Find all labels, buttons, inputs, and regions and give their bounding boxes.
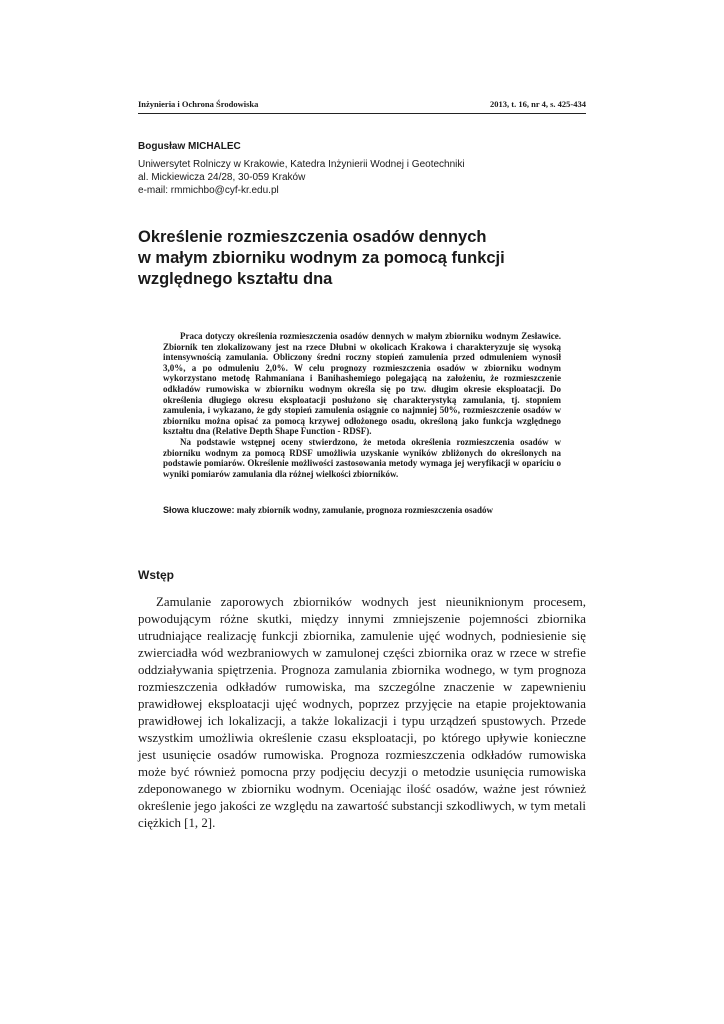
keywords-label: Słowa kluczowe: [163,505,235,515]
email-line: e-mail: rmmichbo@cyf-kr.edu.pl [138,185,279,196]
affiliation-line: Uniwersytet Rolniczy w Krakowie, Katedra Inżynierii Wodnej i Geotechniki [138,159,465,170]
running-header [138,99,586,114]
abstract [163,331,561,479]
title-line: w małym zbiorniku wodnym za pomocą funkcji [138,249,505,267]
keywords-text: mały zbiornik wodny, zamulanie, prognoza rozmieszczenia osadów [236,505,493,515]
paper-title [138,227,586,290]
title-line: Określenie rozmieszczenia osadów dennych [138,228,487,246]
body-paragraph: Zamulanie zaporowych zbiorników wodnych jest nieuniknionym procesem, powodującym różne skutki, między innymi zmniejszenie pojemności zbiornika utrudniające realizację funkcji zbiornika, zamulenie ujęć wodnych, podniesienie się zwierciadła wód wezbraniowych w zamulonej części zbiornika oraz w rzece w strefie oddziaływania spiętrzenia. Prognoza zamulania zbiornika wodnego, w tym prognoza rozmieszczenia odkładów rumowiska, ma szczególne znaczenie w zapewnieniu prawidłowej eksploatacji ujęć wodnych, poprzez przyjęcie na etapie projektowania prawidłowej ich lokalizacji, a także lokalizacji i typu urządzeń spustowych. Przede wszystkim umożliwia określenie czasu eksploatacji, po którego upływie konieczne jest usunięcie osadów rumowiska. Prognoza rozmieszczenia odkładów rumowiska może być również pomocna przy podjęciu decyzji o metodzie usunięcia rumowiska zdeponowanego w zbiorniku wodnym. Oceniając ilość osadów, ważne jest również określenie jego jakości ze względu na zawartość substancji szkodliwych, w tym metali ciężkich [1, 2]. [138,595,586,830]
section-heading: Wstęp [138,568,174,582]
journal-name: Inżynieria i Ochrona Środowiska [138,99,259,109]
author-name: Bogusław MICHALEC [138,141,241,152]
abstract-paragraph: Na podstawie wstępnej oceny stwierdzono, że metoda określenia rozmieszczenia osadów w zbiorniku wodnym za pomocą RDSF umożliwia uzyskanie wyników zbliżonych do określonych na podstawie pomiarów. Określenie możliwości zastosowania metody wymaga jej weryfikacji w opariciu o wyniki pomiarów zamulania dla różnej wielkości zbiorników. [163,436,561,479]
keywords [163,505,561,516]
author-block [138,140,586,197]
body-text [138,594,586,832]
address-line: al. Mickiewicza 24/28, 30-059 Kraków [138,172,306,183]
abstract-paragraph: Praca dotyczy określenia rozmieszczenia osadów dennych w małym zbiorniku wodnym Zesławice. Zbiornik ten zlokalizowany jest na rzece Dłubni w okolicach Krakowa i charakteryzuje się wysoką intensywnością zamulania. Obliczony średni roczny stopień zamulenia przed odmuleniem wynosił 3,0%, a po odmuleniu 2,0%. W celu prognozy rozmieszczenia osadów w zbiorniku wodnym wykorzystano metodę Rahmaniana i Banihashemiego polegającą na założeniu, że rozmieszczenie odkładów rumowiska w zbiorniku wodnym określa się po tzw. długim okresie eksploatacji. Do określenia długiego okresu eksploatacji posłużono się charakterystyką zamulania, tj. stopniem zamulenia, i wykazano, że gdy stopień zamulenia osiągnie co najmniej 50%, rozmieszczenie osadów w zbiorniku można opisać za pomocą krzywej odłożonego osadu, określoną jako funkcja względnego kształtu dna (Relative Depth Shape Function - RDSF). [163,331,561,437]
citation-info: 2013, t. 16, nr 4, s. 425-434 [490,99,586,109]
title-line: względnego kształtu dna [138,270,333,288]
